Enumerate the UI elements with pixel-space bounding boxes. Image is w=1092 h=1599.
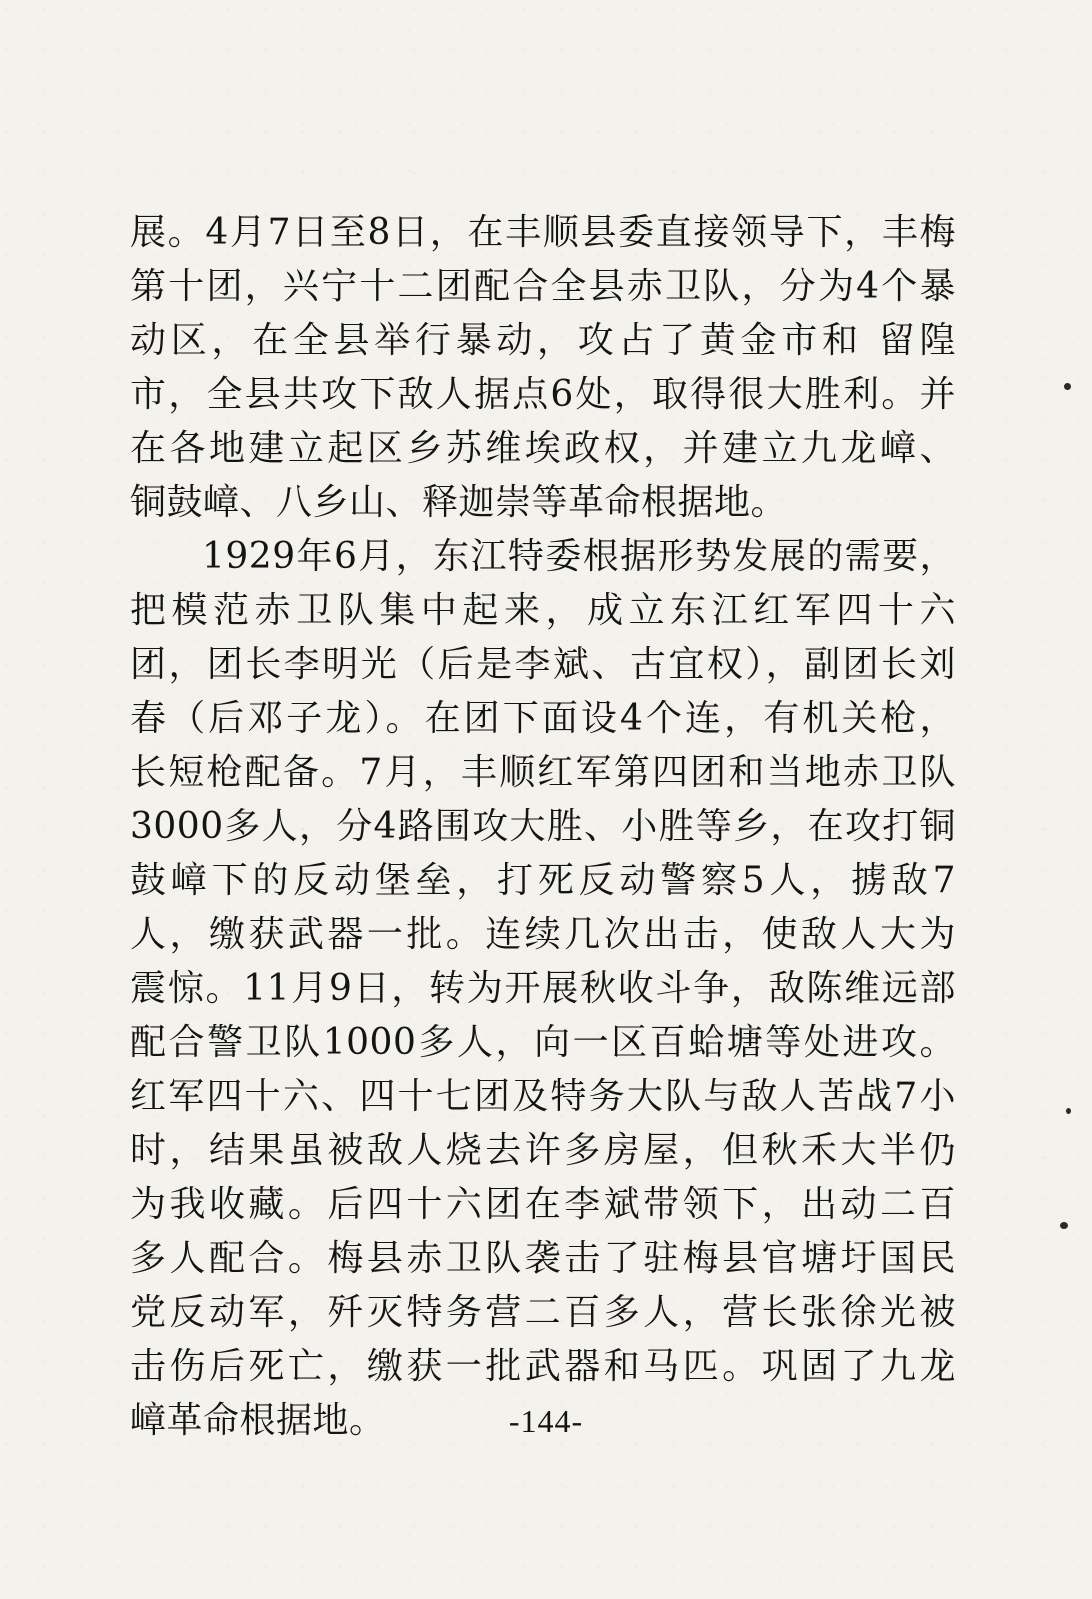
- text-line: 震惊。11月9日，转为开展秋收斗争，敌陈维远部: [130, 968, 956, 1009]
- page-number: -144-: [508, 1403, 584, 1439]
- text-line: 把模范赤卫队集中起来，成立东江红军四十六: [130, 590, 956, 631]
- text-line: 市，全县共攻下敌人据点6处，取得很大胜利。并: [130, 374, 956, 415]
- text-line: 党反动军，歼灭特务营二百多人，营长张徐光被: [130, 1292, 956, 1333]
- text-line: 铜鼓嶂、八乡山、释迦崇等革命根据地。: [130, 482, 788, 523]
- text-line: 春（后邓子龙）。在团下面设4个连，有机关枪，: [130, 698, 956, 739]
- text-line: 长短枪配备。7月，丰顺红军第四团和当地赤卫队: [130, 752, 956, 793]
- text-line: 嶂革命根据地。: [130, 1400, 386, 1441]
- text-line: 为我收藏。后四十六团在李斌带领下，出动二百: [130, 1184, 956, 1225]
- text-line: 1929年6月，东江特委根据形势发展的需要，: [202, 536, 956, 577]
- scan-speck: [1060, 1222, 1068, 1229]
- text-line: 时，结果虽被敌人烧去许多房屋，但秋禾大半仍: [130, 1130, 956, 1171]
- text-line: 动区，在全县举行暴动，攻占了黄金市和 留隍: [130, 320, 956, 361]
- text-line: 鼓嶂下的反动堡垒，打死反动警察5人，掳敌7: [130, 860, 956, 901]
- text-line: 展。4月7日至8日，在丰顺县委直接领导下，丰梅: [130, 212, 956, 253]
- text-line: 3000多人，分4路围攻大胜、小胜等乡，在攻打铜: [130, 806, 956, 847]
- body-text: [130, 206, 956, 1448]
- scan-speck: [1066, 1108, 1071, 1114]
- text-line: 团，团长李明光（后是李斌、古宜权），副团长刘: [130, 644, 956, 685]
- text-line: 击伤后死亡，缴获一批武器和马匹。巩固了九龙: [130, 1346, 956, 1387]
- text-line: 红军四十六、四十七团及特务大队与敌人苦战7小: [130, 1076, 956, 1117]
- text-line: 人，缴获武器一批。连续几次出击，使敌人大为: [130, 914, 956, 955]
- text-line: 多人配合。梅县赤卫队袭击了驻梅县官塘圩国民: [130, 1238, 956, 1279]
- text-line: 配合警卫队1000多人，向一区百蛤塘等处进攻。: [130, 1022, 956, 1063]
- scan-speck: [1064, 383, 1071, 390]
- text-line: 第十团，兴宁十二团配合全县赤卫队，分为4个暴: [130, 266, 956, 307]
- text-line: 在各地建立起区乡苏维埃政权，并建立九龙嶂、: [130, 428, 956, 469]
